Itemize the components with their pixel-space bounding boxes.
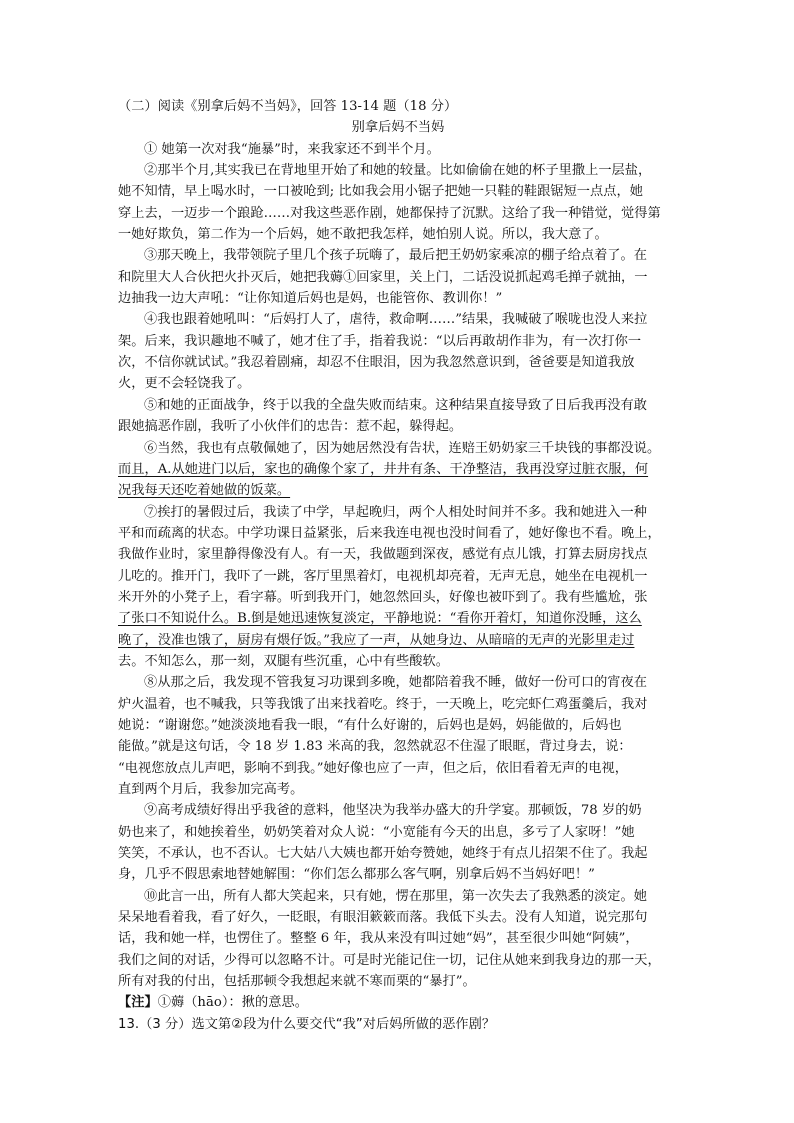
text-line xyxy=(118,395,678,416)
text-line xyxy=(118,331,678,352)
line-text: 身，几乎不假思索地替她解围：“你们怎么都那么客气啊，别拿后妈不当妈好吧！” xyxy=(118,867,595,883)
text-line xyxy=(118,480,678,501)
footnote-text: ①薅（hāo）：揪的意思。 xyxy=(157,995,308,1011)
text-line xyxy=(118,181,678,202)
line-text: 次，不信你就试试。”我忍着剧痛，却忍不住眼泪，因为我忽然意识到，爸爸要是知道我放 xyxy=(118,355,635,371)
line-text: 呆呆地看着我，看了好久，一眨眼，有眼泪簌簌而落。我低下头去。没有人知道，说完那句 xyxy=(118,910,648,926)
text-line xyxy=(118,288,678,309)
underlined-text: 晚了，没准也饿了，厨房有煨仔饭。”我应了一声，从她身边、从暗暗的无声的光影里走过 xyxy=(118,632,635,648)
line-text: 架。后来，我识趣地不喊了，她才住了手，指着我说：“以后再敢胡作非为，有一次打你一 xyxy=(118,333,642,349)
line-text: 炉火温着，也不喊我，只等我饿了出来找着吃。终于，一天晚上，吃完虾仁鸡蛋羹后，我对 xyxy=(118,696,648,712)
line-text: 去。不知怎么，那一刻，双腿有些沉重，心中有些酸软。 xyxy=(118,653,449,669)
underlined-text: 了张口不知说什么。B.倒是她迅速恢复淡定，平静地说：“看你开着灯，知道你没睡，这么 xyxy=(118,611,642,627)
line-text: 她说：“谢谢您。”她淡淡地看我一眼，“有什么好谢的，后妈也是妈，妈能做的，后妈也 xyxy=(118,717,622,733)
underlined-text: 况我每天还吃着她做的饭菜。 xyxy=(118,483,291,499)
line-text: 所有对我的付出，包括那顿令我想起来就不寒而栗的“暴打”。 xyxy=(118,974,476,990)
text-line xyxy=(118,694,678,715)
line-text: 米开外的小凳子上，看字幕。听到我开门，她忽然回头，好像也被吓到了。我有些尴尬，张 xyxy=(118,589,648,605)
text-line xyxy=(118,373,678,394)
question-13: 13.（3 分）选文第②段为什么要交代“我”对后妈所做的恶作剧？ xyxy=(118,1016,496,1032)
text-line xyxy=(118,928,678,949)
text-line xyxy=(118,886,678,907)
text-line xyxy=(118,438,678,459)
line-text: 火，更不会轻饶我了。 xyxy=(118,376,251,392)
line-text: 直到两个月后，我参加完高考。 xyxy=(118,782,304,797)
line-text: “电视您放点儿声吧，影响不到我。”她好像也应了一声，但之后，依旧看着无声的电视， xyxy=(118,760,629,776)
text-line xyxy=(118,864,678,885)
text-line xyxy=(118,800,678,821)
text-line xyxy=(118,160,678,181)
text-line xyxy=(118,672,678,693)
line-text: 我做作业时，家里静得像没有人。有一天，我做题到深夜，感觉有点儿饿，打算去厨房找点 xyxy=(118,547,648,563)
text-line xyxy=(118,971,678,992)
text-line xyxy=(118,416,678,437)
text-line xyxy=(118,736,678,757)
text-line xyxy=(118,203,678,224)
footnote-label: 【注】 xyxy=(118,995,158,1011)
text-line xyxy=(118,224,678,245)
line-text: 她不知情，早上喝水时，一口被呛到; 比如我会用小锯子把她一只鞋的鞋跟锯短一点点，她 xyxy=(118,184,643,200)
line-text: ① 她第一次对我“施暴”时，来我家还不到半个月。 xyxy=(144,141,440,157)
line-text: 能做。”就是这句话，令 18 岁 1.83 米高的我，忽然就忍不住湿了眼眶，背过身去，说： xyxy=(118,739,632,755)
line-text: 话，我和她一样，也愣住了。整整 6 年，我从来没有叫过她“妈”，甚至很少叫她“阿姨”， xyxy=(118,931,639,947)
line-text: 我们之间的对话，少得可以忽略不计。可是时光能记住一切，记住从她来到我身边的那一天， xyxy=(118,952,661,968)
text-line xyxy=(118,245,678,266)
text-line xyxy=(118,779,678,800)
text-line xyxy=(118,651,678,672)
text-line xyxy=(118,822,678,843)
section-header: （二）阅读《别拿后妈不当妈》，回答 13-14 题（18 分） xyxy=(118,99,458,114)
text-line xyxy=(118,587,678,608)
line-text: ⑨高考成绩好得出乎我爸的意料，他坚决为我举办盛大的升学宴。那顿饭，78 岁的奶 xyxy=(144,803,642,819)
text-line xyxy=(118,267,678,288)
text-line xyxy=(118,907,678,928)
line-text: 一她好欺负，第二作为一个后妈，她不敢把我怎样，她怕别人说。所以，我大意了。 xyxy=(118,227,608,243)
line-text: ⑧从那之后，我发现不管我复习功课到多晚，她都陪着我不睡，做好一份可口的宵夜在 xyxy=(144,675,648,691)
text-line xyxy=(118,608,678,629)
line-text: 奶也来了，和她挨着坐，奶奶笑着对众人说：“小宽能有今天的出息，多亏了人家呀！”她 xyxy=(118,824,635,840)
underlined-text: 而且，A.从她进门以后，家也的确像个家了，井井有条、干净整洁，我再没穿过脏衣服，何 xyxy=(118,461,649,477)
line-text: ④我也跟着她吼叫：“后妈打人了，虐待，救命啊……”结果，我喊破了喉咙也没人来拉 xyxy=(144,312,648,328)
text-line xyxy=(118,950,678,971)
line-text: 跟她搞恶作剧，我听了小伙伴们的忠告：惹不起，躲得起。 xyxy=(118,419,463,435)
text-line xyxy=(118,139,678,160)
line-text: 儿吃的。推开门，我吓了一跳，客厅里黑着灯，电视机却亮着，无声无息，她坐在电视机一 xyxy=(118,568,648,584)
text-line xyxy=(118,544,678,565)
text-line xyxy=(118,459,678,480)
line-text: ⑦挨打的暑假过后，我读了中学，早起晚归，两个人相处时间并不多。我和她进入一种 xyxy=(144,504,648,520)
line-text: ②那半个月,其实我已在背地里开始了和她的较量。比如偷偷在她的杯子里撒上一层盐， xyxy=(144,163,652,179)
text-line xyxy=(118,352,678,373)
article-title: 别拿后妈不当妈 xyxy=(351,120,445,136)
line-text: 平和而疏离的状态。中学功课日益紧张，后来我连电视也没时间看了，她好像也不看。晚上， xyxy=(118,525,661,541)
document-page xyxy=(118,96,678,1035)
line-text: ③那天晚上，我带领院子里几个孩子玩嗨了，最后把王奶奶家乘凉的棚子给点着了。在 xyxy=(144,248,648,264)
footnote xyxy=(118,992,678,1013)
line-text: ⑥当然，我也有点敬佩她了，因为她居然没有告状，连赔王奶奶家三千块钱的事都没说。 xyxy=(144,440,661,456)
line-text: ⑤和她的正面战争，终于以我的全盘失败而结束。这种结果直接导致了日后我再没有敢 xyxy=(144,397,648,413)
text-line xyxy=(118,502,678,523)
text-line xyxy=(118,843,678,864)
line-text: 边抽我一边大声吼：“让你知道后妈也是妈，也能管你、教训你！” xyxy=(118,291,503,307)
line-text: 和院里大人合伙把火扑灭后，她把我薅①回家里，关上门，二话没说抓起鸡毛掸子就抽，一 xyxy=(118,269,648,285)
line-text: 穿上去，一迈步一个踉跄……对我这些恶作剧，她都保持了沉默。这给了我一种错觉，觉得第 xyxy=(118,205,661,221)
line-text: ⑩此言一出，所有人都大笑起来，只有她，愣在那里，第一次失去了我熟悉的淡定。她 xyxy=(144,888,648,904)
text-line xyxy=(118,758,678,779)
line-text: 笑笑，不承认，也不否认。七大姑八大姨也都开始夸赞她，她终于有点儿招架不住了。我起 xyxy=(118,846,648,862)
text-line xyxy=(118,566,678,587)
text-line xyxy=(118,309,678,330)
article-body xyxy=(118,139,678,993)
text-line xyxy=(118,630,678,651)
text-line xyxy=(118,523,678,544)
text-line xyxy=(118,715,678,736)
